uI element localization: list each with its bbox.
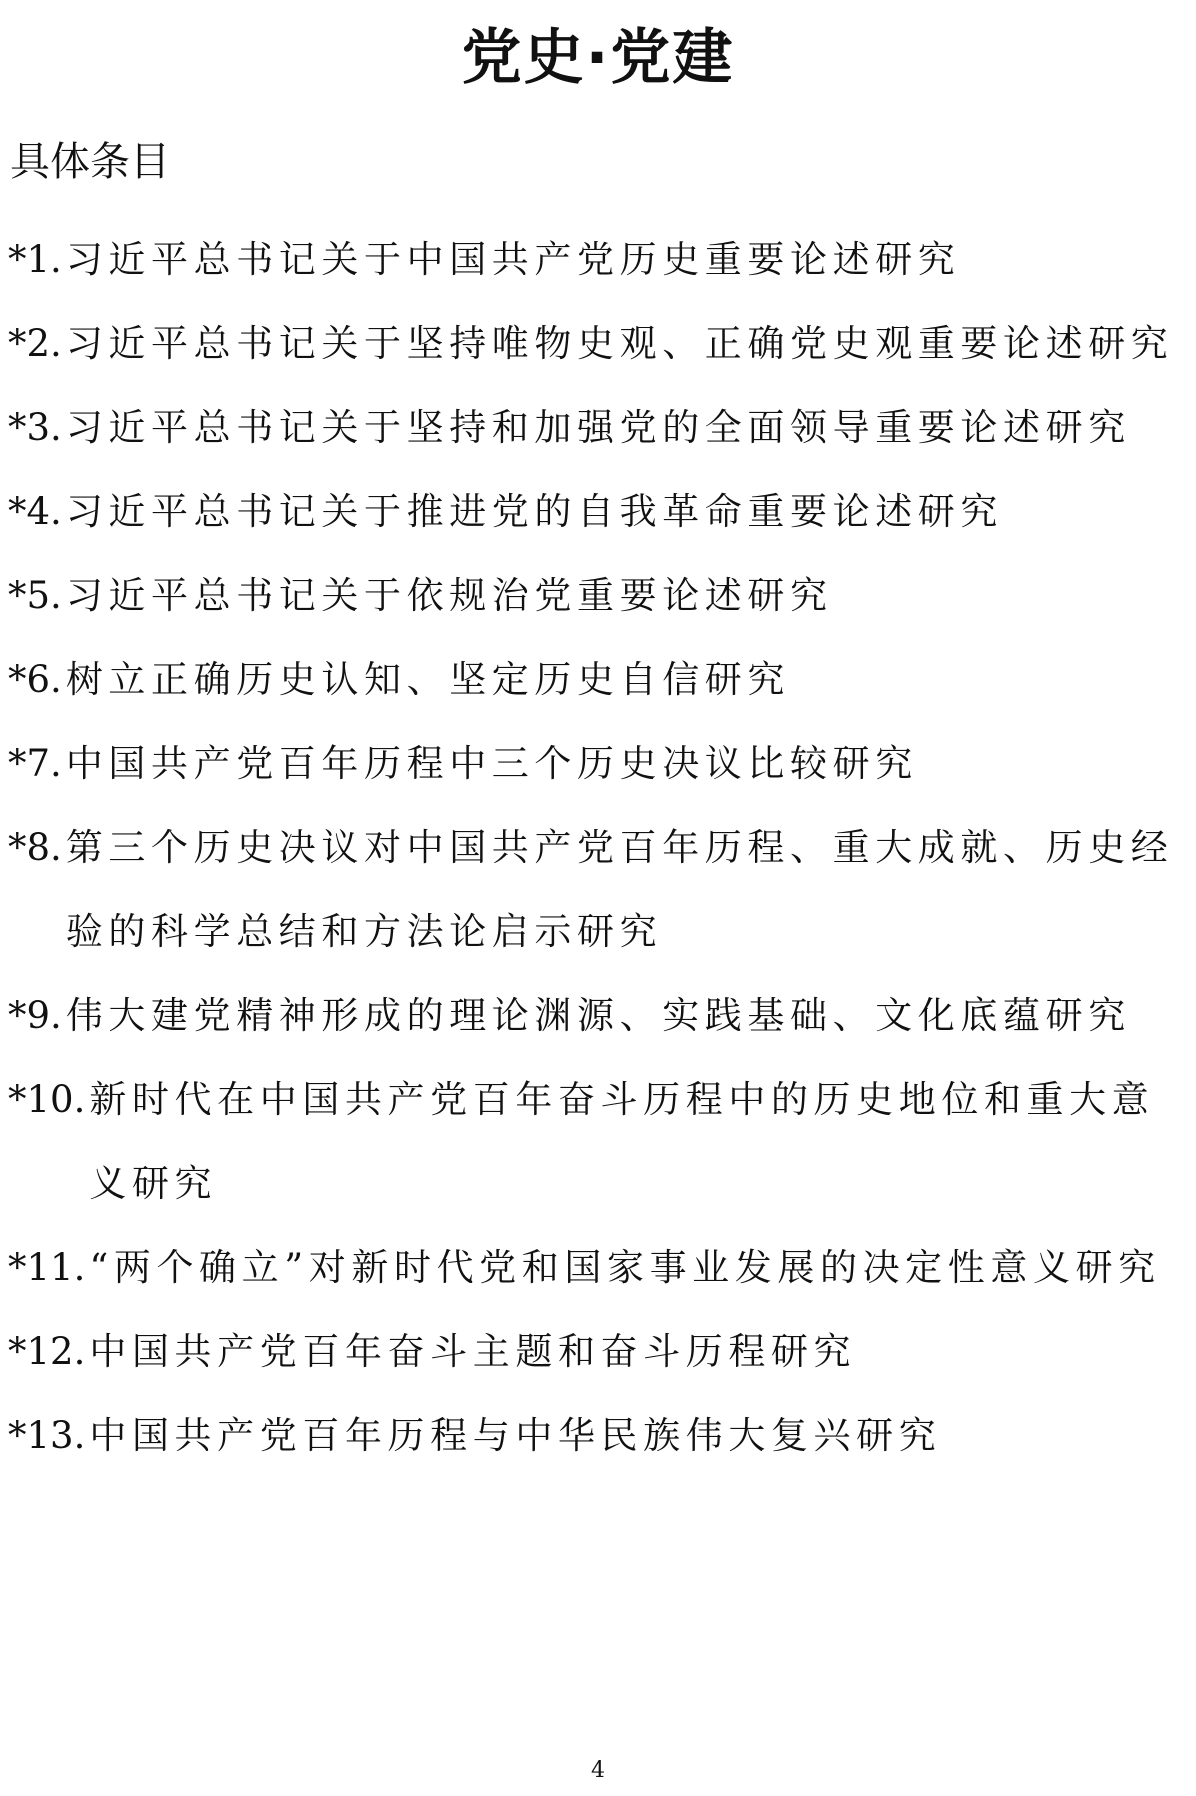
- item-text: 习近平总书记关于坚持和加强党的全面领导重要论述研究: [65, 406, 1131, 449]
- item-number: *6.: [8, 658, 62, 701]
- list-item: [8, 806, 1188, 974]
- list-item: [8, 470, 1188, 554]
- item-text: 第三个历史决议对中国共产党百年历程、重大成就、历史经验的科学总结和方法论启示研究: [65, 826, 1174, 953]
- item-text: 伟大建党精神形成的理论渊源、实践基础、文化底蕴研究: [65, 994, 1131, 1037]
- list-item: [8, 554, 1188, 638]
- list-item: [8, 1394, 1188, 1478]
- item-number: *2.: [8, 322, 62, 365]
- item-number: *1.: [8, 238, 62, 281]
- list-item: [8, 1058, 1188, 1226]
- item-text: 中国共产党百年奋斗主题和奋斗历程研究: [89, 1330, 857, 1373]
- item-text: 中国共产党百年历程中三个历史决议比较研究: [65, 742, 918, 785]
- item-number: *5.: [8, 574, 62, 617]
- list-item: [8, 638, 1188, 722]
- page-title: 党史·党建: [461, 23, 735, 93]
- item-text: 习近平总书记关于依规治党重要论述研究: [65, 574, 833, 617]
- list-item: [8, 722, 1188, 806]
- item-list: [8, 218, 1188, 1478]
- item-text: 习近平总书记关于推进党的自我革命重要论述研究: [65, 490, 1004, 533]
- item-number: *3.: [8, 406, 62, 449]
- item-text: 习近平总书记关于坚持唯物史观、正确党史观重要论述研究: [65, 322, 1174, 365]
- list-item: [8, 302, 1188, 386]
- item-number: *8.: [8, 826, 62, 869]
- list-item: [8, 974, 1188, 1058]
- item-text: 新时代在中国共产党百年奋斗历程中的历史地位和重大意义研究: [89, 1078, 1155, 1205]
- item-number: *4.: [8, 490, 62, 533]
- list-item: [8, 218, 1188, 302]
- page-number: 4: [591, 1758, 605, 1783]
- item-number: *7.: [8, 742, 62, 785]
- item-text: “两个确立”对新时代党和国家事业发展的决定性意义研究: [89, 1246, 1161, 1289]
- item-number: *12.: [8, 1330, 86, 1373]
- list-item: [8, 1310, 1188, 1394]
- section-heading: 具体条目: [10, 139, 170, 185]
- item-number: *9.: [8, 994, 62, 1037]
- item-number: *10.: [8, 1078, 86, 1121]
- item-text: 习近平总书记关于中国共产党历史重要论述研究: [65, 238, 961, 281]
- item-number: *13.: [8, 1414, 86, 1457]
- item-text: 中国共产党百年历程与中华民族伟大复兴研究: [89, 1414, 942, 1457]
- list-item: [8, 386, 1188, 470]
- item-number: *11.: [8, 1246, 86, 1289]
- item-text: 树立正确历史认知、坚定历史自信研究: [65, 658, 791, 701]
- list-item: [8, 1226, 1188, 1310]
